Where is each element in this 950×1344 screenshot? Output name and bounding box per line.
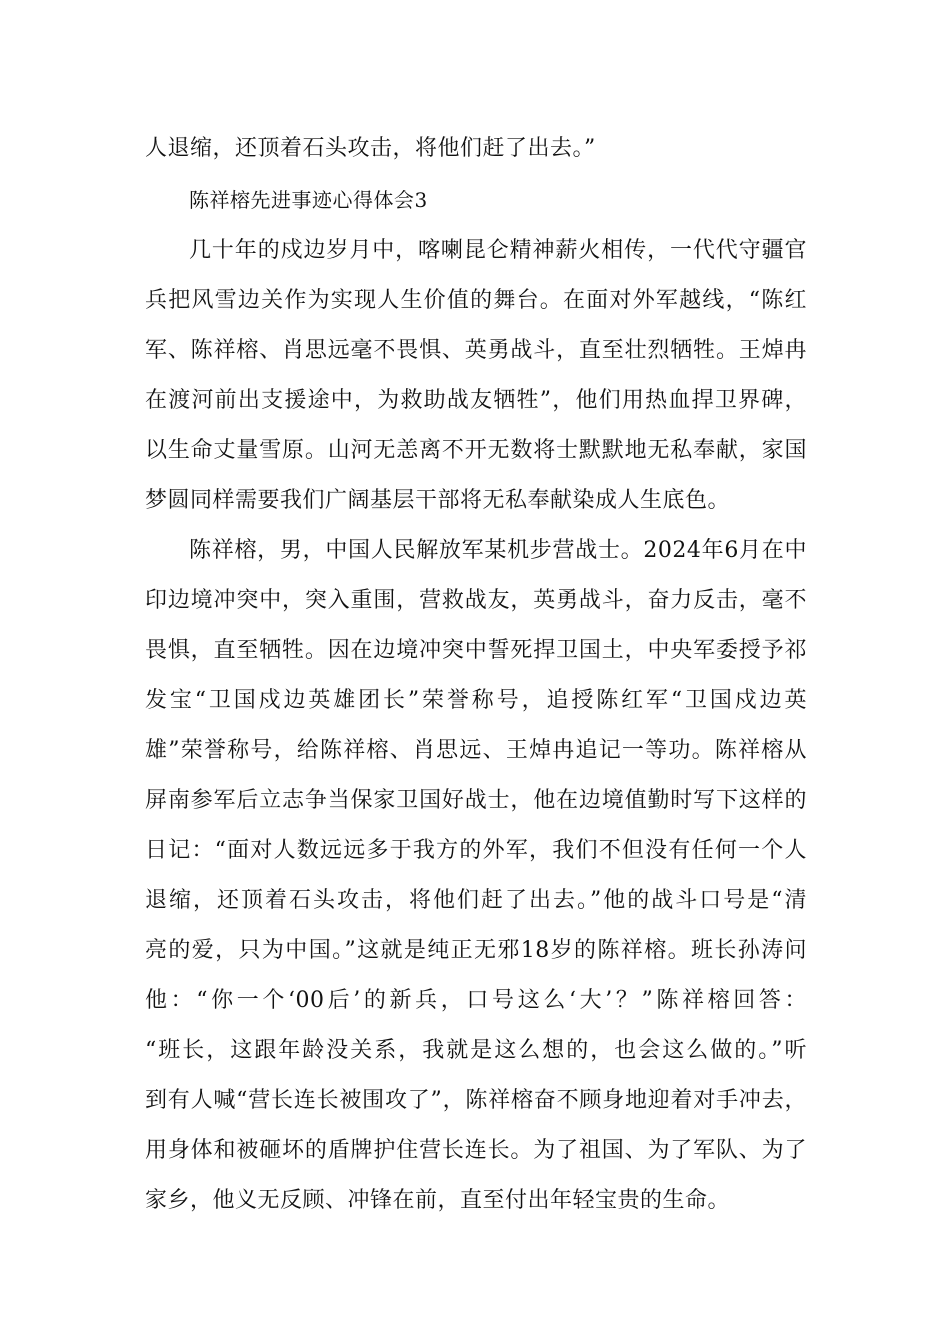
paragraph-line: 屏南参军后立志争当保家卫国好战士，他在边境值勤时写下这样的 xyxy=(145,788,807,813)
paragraph-line: 家乡，他义无反顾、冲锋在前，直至付出年轻宝贵的生命。 xyxy=(145,1188,731,1213)
paragraph-line: 陈祥榕，男，中国人民解放军某机步营战士。2024年6月在中 xyxy=(189,538,807,563)
paragraph-1 xyxy=(145,226,807,526)
paragraph-line: 发宝“卫国戍边英雄团长”荣誉称号，追授陈红军“卫国戍边英 xyxy=(145,688,807,713)
continuation-paragraph xyxy=(145,124,807,174)
paragraph-line: 到有人喊“营长连长被围攻了”，陈祥榕奋不顾身地迎着对手冲去， xyxy=(145,1088,807,1113)
paragraph-line: 人退缩，还顶着石头攻击，将他们赶了出去。” xyxy=(145,136,596,161)
section-heading xyxy=(145,175,807,225)
paragraph-2 xyxy=(145,526,807,1226)
paragraph-line: 他：“你一个‘00后’的新兵，口号这么‘大’？”陈祥榕回答： xyxy=(145,988,807,1013)
paragraph-line: 兵把风雪边关作为实现人生价值的舞台。在面对外军越线，“陈红 xyxy=(145,288,807,313)
paragraph-line: 亮的爱，只为中国。”这就是纯正无邪18岁的陈祥榕。班长孙涛问 xyxy=(145,938,807,963)
paragraph-line: “班长，这跟年龄没关系，我就是这么想的，也会这么做的。”听 xyxy=(145,1038,807,1063)
paragraph-line: 几十年的戍边岁月中，喀喇昆仑精神薪火相传，一代代守疆官 xyxy=(189,238,807,263)
paragraph-line: 日记：“面对人数远远多于我方的外军，我们不但没有任何一个人 xyxy=(145,838,807,863)
paragraph-line: 以生命丈量雪原。山河无恙离不开无数将士默默地无私奉献，家国 xyxy=(145,438,807,463)
paragraph-line: 印边境冲突中，突入重围，营救战友，英勇战斗，奋力反击，毫不 xyxy=(145,588,807,613)
heading-text: 陈祥榕先进事迹心得体会3 xyxy=(189,188,428,212)
paragraph-line: 用身体和被砸坏的盾牌护住营长连长。为了祖国、为了军队、为了 xyxy=(145,1138,807,1163)
paragraph-line: 畏惧，直至牺牲。因在边境冲突中誓死捍卫国土，中央军委授予祁 xyxy=(145,638,807,663)
paragraph-line: 梦圆同样需要我们广阔基层干部将无私奉献染成人生底色。 xyxy=(145,488,731,513)
paragraph-line: 在渡河前出支援途中，为救助战友牺牲”，他们用热血捍卫界碑， xyxy=(145,388,807,413)
paragraph-line: 军、陈祥榕、肖思远毫不畏惧、英勇战斗，直至壮烈牺牲。王焯冉 xyxy=(145,338,807,363)
paragraph-line: 雄”荣誉称号，给陈祥榕、肖思远、王焯冉追记一等功。陈祥榕从 xyxy=(145,738,807,763)
paragraph-line: 退缩，还顶着石头攻击，将他们赶了出去。”他的战斗口号是“清 xyxy=(145,888,807,913)
